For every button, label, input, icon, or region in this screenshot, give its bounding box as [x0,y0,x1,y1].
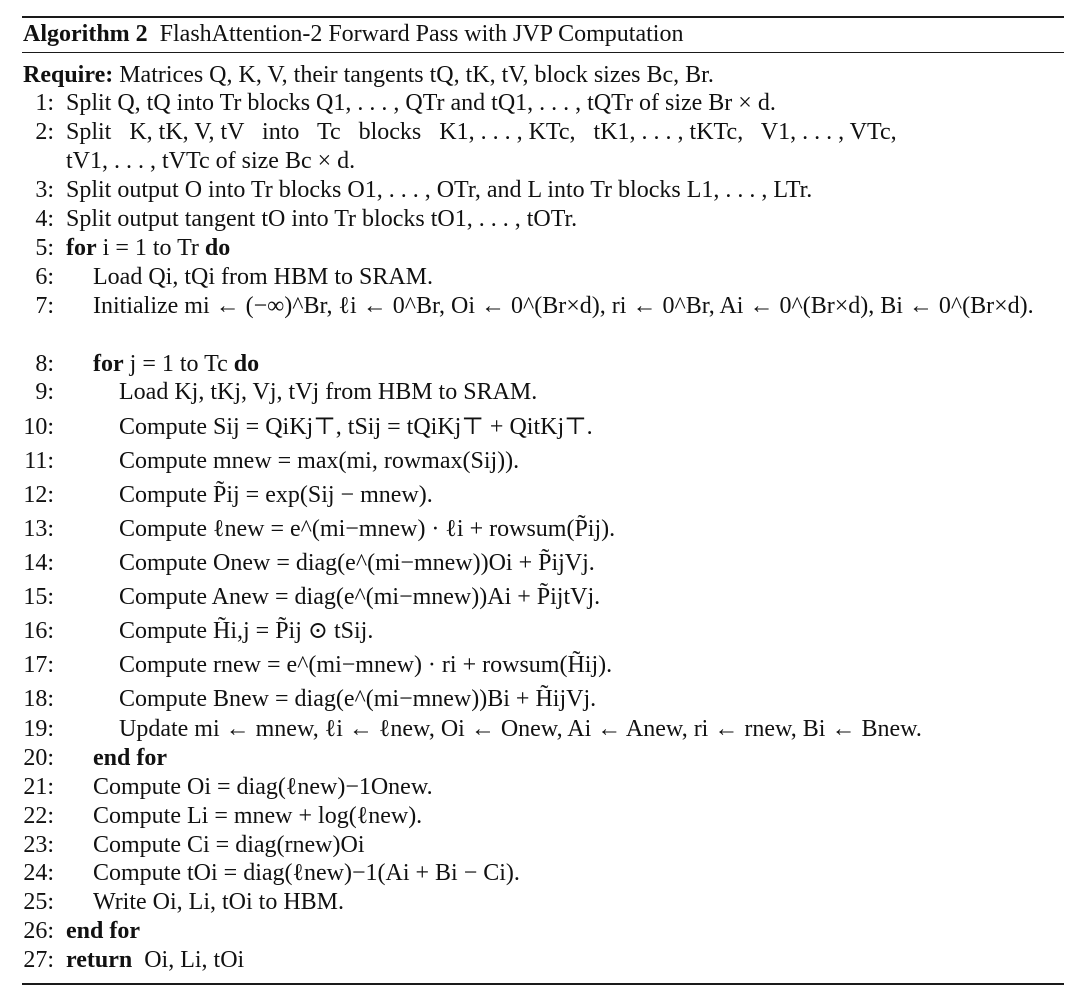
algorithm-line [0,117,1080,147]
algorithm-line [0,714,1080,744]
line-text: Write Oi, Li, tOi to HBM. [93,889,345,915]
line-text: Split output tangent tO into Tr blocks tO1, . . . , tOTr. [66,206,578,232]
keyword-end-for: end for [93,745,167,771]
line-number: 25: [23,889,54,915]
algorithm-line [0,291,1080,321]
require-text: Matrices Q, K, V, their tangents tQ, tK, tV, block sizes Bc, Br. [119,62,714,88]
algorithm-line [0,616,1080,646]
require-line [0,60,1080,90]
line-number: 19: [23,716,54,742]
keyword-end-for: end for [66,918,140,944]
line-text: Compute Li = mnew + log(ℓnew). [93,803,423,829]
caption-rule [22,52,1064,53]
algorithm-line [0,175,1080,205]
line-text: Update mi ← mnew, ℓi ← ℓnew, Oi ← Onew, Ai ← Anew, ri ← rnew, Bi ← Bnew. [119,716,922,742]
line-number: 16: [23,618,54,644]
algorithm-line [0,233,1080,263]
algorithm-line [0,548,1080,578]
line-text: Compute Anew = diag(e^(mi−mnew))Ai + P̃ijtVj. [119,584,601,610]
line-text: Initialize mi ← (−∞)^Br, ℓi ← 0^Br, Oi ← 0^(Br×d), ri ← 0^Br, Ai ← 0^(Br×d), Bi ← 0^(Br×d). [93,293,1034,319]
line-number: 26: [23,918,54,944]
algorithm-line [0,412,1080,442]
algorithm-label: Algorithm 2 [23,21,148,47]
line-number: 22: [23,803,54,829]
keyword-for: for [93,351,124,377]
algorithm-line [0,772,1080,802]
algorithm-title: FlashAttention-2 Forward Pass with JVP Computation [159,21,684,47]
top-rule [22,16,1064,18]
algorithm-line [0,88,1080,118]
line-text: Compute rnew = e^(mi−mnew) · ri + rowsum(H̃ij). [119,652,613,678]
algorithm-line [0,514,1080,544]
algorithm-line [0,480,1080,510]
bottom-rule [22,983,1064,985]
algorithm-line [0,916,1080,946]
line-number: 1: [35,90,54,116]
line-number: 3: [35,177,54,203]
line-text: tV1, . . . , tVTc of size Bc × d. [66,148,356,174]
algorithm-caption [23,19,683,49]
line-number: 13: [23,516,54,542]
line-text: j = 1 to Tc [123,351,234,377]
algorithm-line [0,684,1080,714]
algorithm-line [0,887,1080,917]
line-text: Compute H̃i,j = P̃ij ⊙ tSij. [119,618,374,644]
line-text: Split K, tK, V, tV into Tc blocks K1, . . . , KTc, tK1, . . . , tKTc, V1, . . . , VTc, [66,119,897,145]
keyword-do: do [204,235,231,261]
line-text: Load Qi, tQi from HBM to SRAM. [93,264,434,290]
line-number: 18: [23,686,54,712]
line-number: 9: [35,379,54,405]
line-text: Compute mnew = max(mi, rowmax(Sij)). [119,448,520,474]
algorithm-line [0,349,1080,379]
algorithm-line [0,377,1080,407]
line-text: Oi, Li, tOi [132,947,245,973]
line-text: Load Kj, tKj, Vj, tVj from HBM to SRAM. [119,379,538,405]
line-number: 5: [35,235,54,261]
line-number: 10: [23,414,54,440]
line-number: 15: [23,584,54,610]
line-text: Compute tOi = diag(ℓnew)−1(Ai + Bi − Ci). [93,860,520,886]
algorithm-line [0,801,1080,831]
line-number: 24: [23,860,54,886]
line-text: Compute Onew = diag(e^(mi−mnew))Oi + P̃ijVj. [119,550,595,576]
require-keyword: Require: [23,62,114,88]
algorithm-line [0,582,1080,612]
line-text: i = 1 to Tr [96,235,205,261]
line-number: 4: [35,206,54,232]
algorithm-line [0,945,1080,975]
algorithm-line [0,146,1080,176]
keyword-do: do [233,351,260,377]
line-text: Compute Ci = diag(rnew)Oi [93,832,365,858]
algorithm-line [0,204,1080,234]
line-text: Compute Sij = QiKj⊤, tSij = tQiKj⊤ + QitKj⊤. [119,414,593,440]
keyword-for: for [66,235,97,261]
line-number: 27: [23,947,54,973]
line-text: Compute P̃ij = exp(Sij − mnew). [119,482,433,508]
line-number: 8: [35,351,54,377]
algorithm-line [0,743,1080,773]
line-text: Split Q, tQ into Tr blocks Q1, . . . , QTr and tQ1, . . . , tQTr of size Br × d. [66,90,776,116]
line-number: 6: [35,264,54,290]
keyword-return: return [66,947,133,973]
algorithm-line [0,858,1080,888]
algorithm-line [0,650,1080,680]
line-text: Compute Oi = diag(ℓnew)−1Onew. [93,774,433,800]
line-text: Compute ℓnew = e^(mi−mnew) · ℓi + rowsum(P̃ij). [119,516,616,542]
line-text: Compute Bnew = diag(e^(mi−mnew))Bi + H̃ijVj. [119,686,597,712]
line-text: Split output O into Tr blocks O1, . . . , OTr, and L into Tr blocks L1, . . . , LTr. [66,177,813,203]
algorithm-line [0,446,1080,476]
line-number: 21: [23,774,54,800]
algorithm-line [0,830,1080,860]
line-number: 17: [23,652,54,678]
line-number: 14: [23,550,54,576]
line-number: 20: [23,745,54,771]
algorithm-line [0,262,1080,292]
line-number: 7: [35,293,54,319]
line-number: 11: [24,448,54,474]
line-number: 2: [35,119,54,145]
line-number: 23: [23,832,54,858]
line-number: 12: [23,482,54,508]
